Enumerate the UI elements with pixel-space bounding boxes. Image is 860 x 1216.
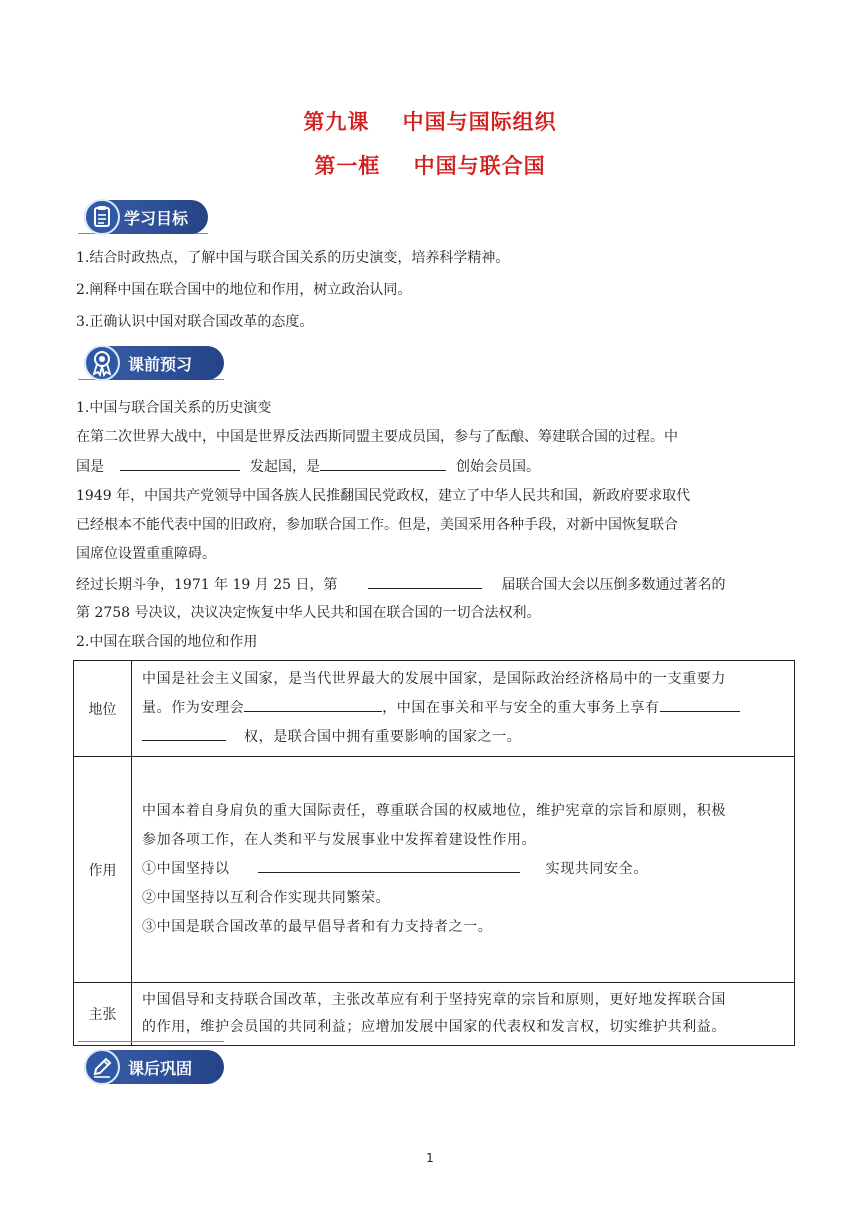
review-badge xyxy=(84,1050,224,1084)
table-row xyxy=(74,983,795,1046)
preview-heading: 课前预习 xyxy=(128,355,193,374)
fill-blank[interactable] xyxy=(142,726,226,741)
preview-heading-2: 2.中国在联合国的地位和作用 xyxy=(76,634,258,650)
fill-blank[interactable] xyxy=(320,456,446,471)
preview-paragraph: 国席位设置重重障碍。 xyxy=(76,546,216,562)
row-body-stance: 中国倡导和支持联合国改革，主张改革应有利于坚持宪章的宗旨和原则，更好地发挥联合国 的作用，维护会员国的共同利益；应增加发展中国家的代表权和发言权，切实维护共利益。 xyxy=(132,983,795,1046)
pencil-icon xyxy=(84,1049,120,1085)
preview-paragraph: 国是 发起国，是 创始会员国。 xyxy=(76,456,540,477)
preview-badge xyxy=(84,346,224,380)
medal-icon xyxy=(84,345,120,381)
goals-heading: 学习目标 xyxy=(124,209,189,228)
goal-item: 3.正确认识中国对联合国改革的态度。 xyxy=(76,314,314,330)
row-head-role: 作用 xyxy=(74,757,132,983)
preview-paragraph: 已经根本不能代表中国的旧政府，参加联合国工作。但是，美国采用各种手段，对新中国恢复联合 xyxy=(76,517,678,533)
row-head-stance: 主张 xyxy=(74,983,132,1046)
status-role-table xyxy=(73,660,795,1046)
lesson-title: 第九课 中国与国际组织 xyxy=(303,110,557,134)
goal-item: 2.阐释中国在联合国中的地位和作用，树立政治认同。 xyxy=(76,282,412,298)
clipboard-icon xyxy=(84,199,120,235)
row-head-status: 地位 xyxy=(74,661,132,757)
review-heading: 课后巩固 xyxy=(128,1059,193,1078)
preview-paragraph: 在第二次世界大战中，中国是世界反法西斯同盟主要成员国，参与了酝酿、筹建联合国的过程。中 xyxy=(76,429,678,445)
row-body-status: 中国是社会主义国家，是当代世界最大的发展中国家，是国际政治经济格局中的一支重要力 量。作为安理会 ，中国在事关和平与安全的重大事务上享有 权，是联合国中拥有重要影响的国家之一。 xyxy=(132,661,795,757)
section-title: 第一框 中国与联合国 xyxy=(314,154,546,178)
page-number: 1 xyxy=(426,1151,434,1165)
fill-blank[interactable] xyxy=(660,697,740,712)
preview-heading-1: 1.中国与联合国关系的历史演变 xyxy=(76,400,272,416)
table-row xyxy=(74,661,795,757)
fill-blank[interactable] xyxy=(258,858,520,873)
fill-blank[interactable] xyxy=(120,456,240,471)
fill-blank[interactable] xyxy=(368,574,482,589)
goals-badge xyxy=(84,200,208,234)
preview-paragraph: 第 2758 号决议，决议决定恢复中华人民共和国在联合国的一切合法权利。 xyxy=(76,605,541,621)
table-row xyxy=(74,757,795,983)
fill-blank[interactable] xyxy=(244,697,382,712)
preview-paragraph: 1949 年，中国共产党领导中国各族人民推翻国民党政权，建立了中华人民共和国，新政府要求取代 xyxy=(76,488,691,504)
preview-paragraph: 经过长期斗争，1971 年 19 月 25 日，第 届联合国大会以压倒多数通过著名的 xyxy=(76,574,726,595)
goal-item: 1.结合时政热点，了解中国与联合国关系的历史演变，培养科学精神。 xyxy=(76,250,510,266)
row-body-role: 中国本着自身肩负的重大国际责任，尊重联合国的权威地位，维护宪章的宗旨和原则，积极 参加各项工作，在人类和平与发展事业中发挥着建设性作用。 ①中国坚持以 实现共同安全。 ②中国坚持以互利合作实现共同繁荣。 ③中国是联合国改革的最早倡导者和有力支持者之一。 xyxy=(132,757,795,983)
